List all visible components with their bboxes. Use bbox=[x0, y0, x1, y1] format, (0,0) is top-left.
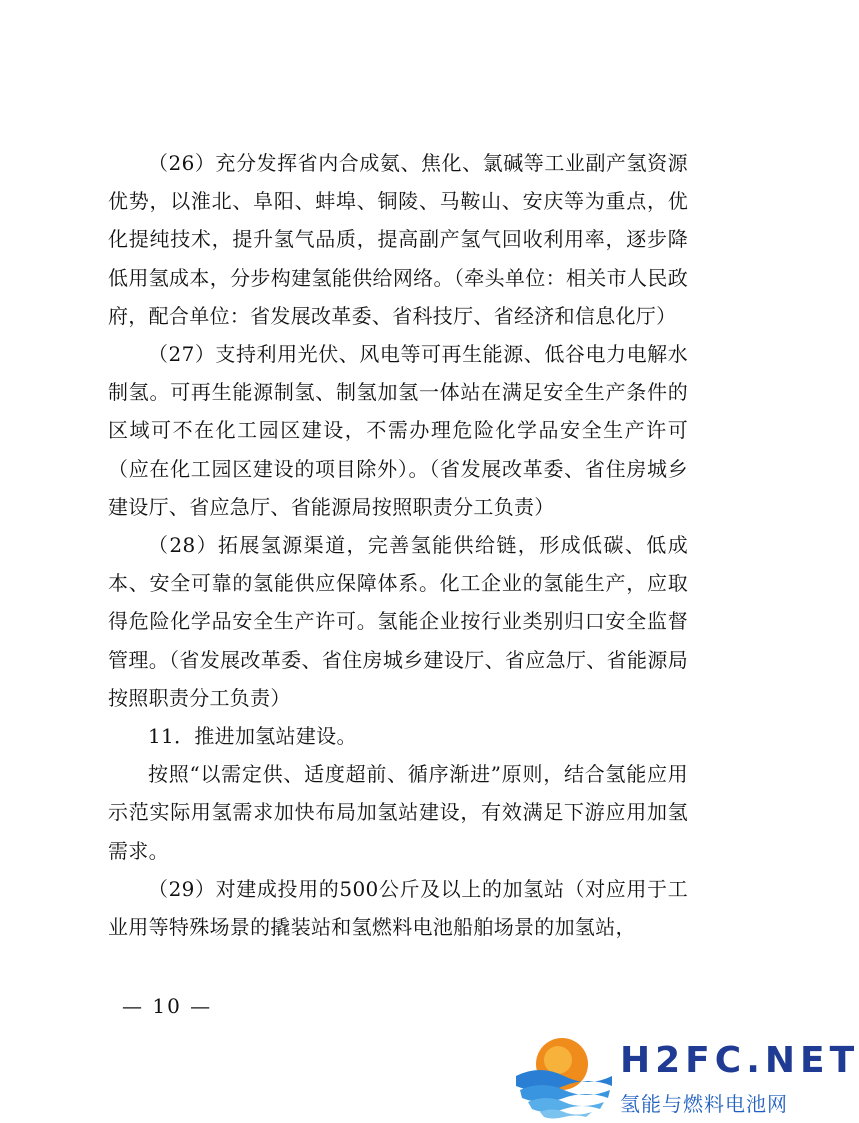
paragraph-26 bbox=[108, 144, 688, 335]
paragraph-27-responsible-units: （省发展改革委、省住房城乡建设厅、省应急厅、省能源局按照职责分工负责） bbox=[108, 456, 688, 519]
paragraph-27-text: （27）支持利用光伏、风电等可再生能源、低谷电力电解水制氢。可再生能源制氢、制氢加氢一体站在满足安全生产条件的区域可不在化工园区建设，不需办理危险化学品安全生产许可（应在化工园区建设的项目除外）。 bbox=[108, 342, 688, 481]
paragraph-26-responsible-units: （牵头单位：相关市人民政府，配合单位：省发展改革委、省科技厅、省经济和信息化厅） bbox=[108, 265, 688, 328]
paragraph-27 bbox=[108, 335, 688, 526]
paragraph-28 bbox=[108, 526, 688, 717]
sun-wave-logo-icon bbox=[512, 1030, 616, 1120]
paragraph-26-text: （26）充分发挥省内合成氨、焦化、氯碱等工业副产氢资源优势，以淮北、阜阳、蚌埠、铜陵、马鞍山、安庆等为重点，优化提纯技术，提升氢气品质，提高副产氢气回收利用率，逐步降低用氢成本，分步构建氢能供给网络。 bbox=[108, 151, 688, 290]
section-heading: 11．推进加氢站建设。 bbox=[148, 724, 357, 749]
watermark-logo bbox=[512, 1030, 859, 1120]
paragraph-29: （29）对建成投用的500公斤及以上的加氢站（对应用于工业用等特殊场景的撬装站和氢燃料电池船舶场景的加氢站， bbox=[108, 876, 688, 940]
page-number: — 10 — bbox=[122, 994, 213, 1018]
watermark-site-name: H2FC.NET bbox=[620, 1040, 859, 1081]
watermark-subtitle: 氢能与燃料电池网 bbox=[620, 1092, 788, 1116]
paragraph-28-text: （28）拓展氢源渠道，完善氢能供给链，形成低碳、低成本、安全可靠的氢能供应保障体系。化工企业的氢能生产，应取得危险化学品安全生产许可。氢能企业按行业类别归口安全监督管理。 bbox=[108, 533, 688, 672]
paragraph-28-responsible-units: （省发展改革委、省住房城乡建设厅、省应急厅、省能源局按照职责分工负责） bbox=[108, 647, 688, 710]
section-intro: 按照“以需定供、适度超前、循序渐进”原则，结合氢能应用示范实际用氢需求加快布局加氢站建设，有效满足下游应用加氢需求。 bbox=[108, 762, 688, 863]
document-body bbox=[108, 144, 688, 946]
